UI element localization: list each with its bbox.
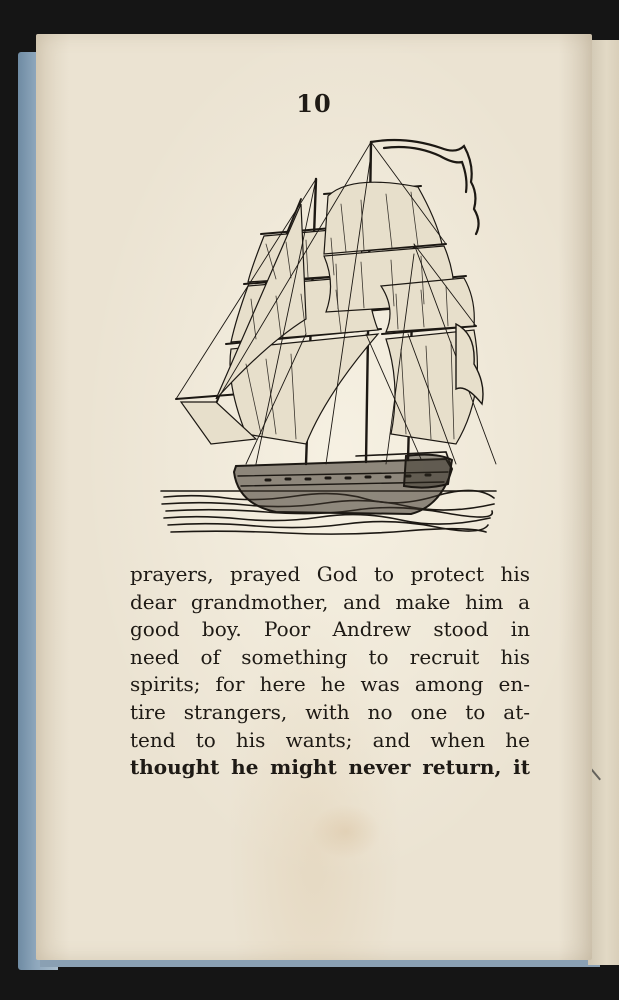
adjacent-page-edge xyxy=(588,40,619,965)
text-line: good boy. Poor Andrew stood in xyxy=(130,617,530,642)
text-line: dear grandmother, and make him a xyxy=(130,589,530,614)
body-text xyxy=(130,561,530,782)
text-line: need of something to recruit his xyxy=(130,644,530,669)
text-line: thought he might never return, it xyxy=(130,755,530,780)
text-line: tire strangers, with no one to at- xyxy=(130,699,530,724)
ship-sails xyxy=(181,182,477,444)
ship-hull xyxy=(234,452,452,514)
text-line: prayers, prayed God to protect his xyxy=(130,562,530,586)
paper-stain xyxy=(311,804,381,859)
sailing-ship-illustration xyxy=(156,134,501,544)
text-line: spirits; for here he was among en- xyxy=(130,672,530,697)
page-number: 10 xyxy=(296,89,332,118)
book-page xyxy=(36,34,592,960)
text-line: tend to his wants; and when he xyxy=(130,727,530,752)
